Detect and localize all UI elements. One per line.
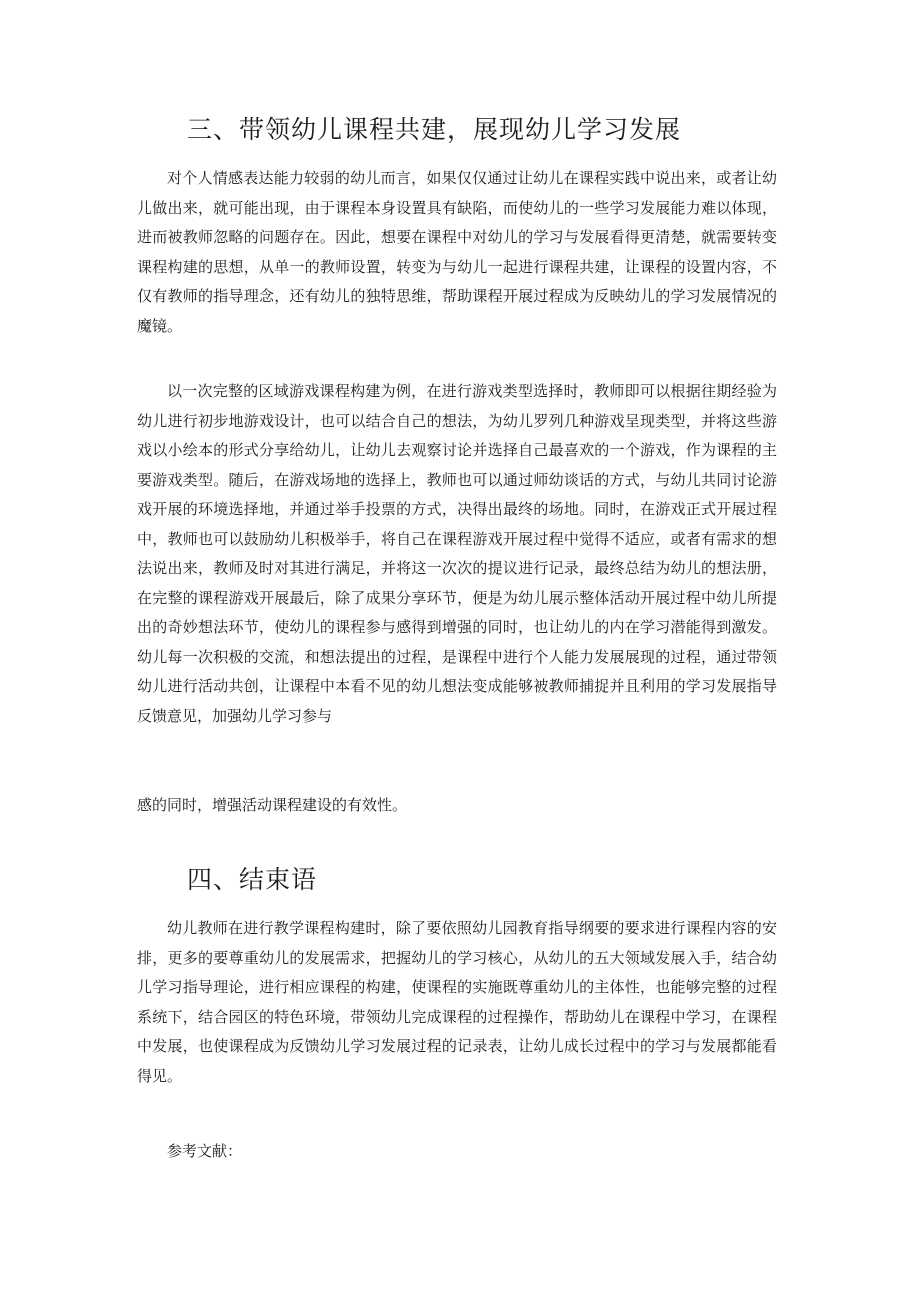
section-4-heading: 四、结束语	[187, 865, 318, 894]
section-3-paragraph-2: 以一次完整的区域游戏课程构建为例，在进行游戏类型选择时，教师即可以根据往期经验为幼儿进行初步地游戏设计，也可以结合自己的想法，为幼儿罗列几种游戏呈现类型，并将这些游戏以小绘本的形式分享给幼儿，让幼儿去观察讨论并选择自己最喜欢的一个游戏，作为课程的主要游戏类型。随后，在游戏场地的选择上，教师也可以通过师幼谈话的方式，与幼儿共同讨论游戏开展的环境选择地，并通过举手投票的方式，决得出最终的场地。同时，在游戏正式开展过程中，教师也可以鼓励幼儿积极举手，将自己在课程游戏开展过程中觉得不适应，或者有需求的想法说出来，教师及时对其进行满足，并将这一次次的提议进行记录，最终总结为幼儿的想法册，在完整的课程游戏开展最后，除了成果分享环节，便是为幼儿展示整体活动开展过程中幼儿所提出的奇妙想法环节，使幼儿的课程参与感得到增强的同时，也让幼儿的内在学习潜能得到激发。幼儿每一次积极的交流，和想法提出的过程，是课程中进行个人能力发展展现的过程，通过带领幼儿进行活动共创，让课程中本看不见的幼儿想法变成能够被教师捕捉并且利用的学习发展指导反馈意见，加强幼儿学习参与	[137, 382, 777, 725]
references-label: 参考文献：	[167, 1142, 243, 1160]
section-3-paragraph-2-continuation: 感的同时，增强活动课程建设的有效性。	[137, 796, 408, 814]
section-4-paragraph-1: 幼儿教师在进行教学课程构建时，除了要依照幼儿园教育指导纲要的要求进行课程内容的安排，更多的要尊重幼儿的发展需求，把握幼儿的学习核心，从幼儿的五大领域发展入手，结合幼儿学习指导理论，进行相应课程的构建，使课程的实施既尊重幼儿的主体性，也能够完整的过程系统下，结合园区的特色环境，带领幼儿完成课程的过程操作，帮助幼儿在课程中学习，在课程中发展，也使课程成为反馈幼儿学习发展过程的记录表，让幼儿成长过程中的学习与发展都能看得见。	[137, 919, 777, 1085]
section-3-heading: 三、带领幼儿课程共建，展现幼儿学习发展	[187, 115, 682, 144]
section-3-paragraph-1: 对个人情感表达能力较弱的幼儿而言，如果仅仅通过让幼儿在课程实践中说出来，或者让幼儿做出来，就可能出现，由于课程本身设置具有缺陷，而使幼儿的一些学习发展能力难以体现，进而被教师忽略的问题存在。因此，想要在课程中对幼儿的学习与发展看得更清楚，就需要转变课程构建的思想，从单一的教师设置，转变为与幼儿一起进行课程共建，让课程的设置内容，不仅有教师的指导理念，还有幼儿的独特思维，帮助课程开展过程成为反映幼儿的学习发展情况的魔镜。	[137, 169, 777, 335]
